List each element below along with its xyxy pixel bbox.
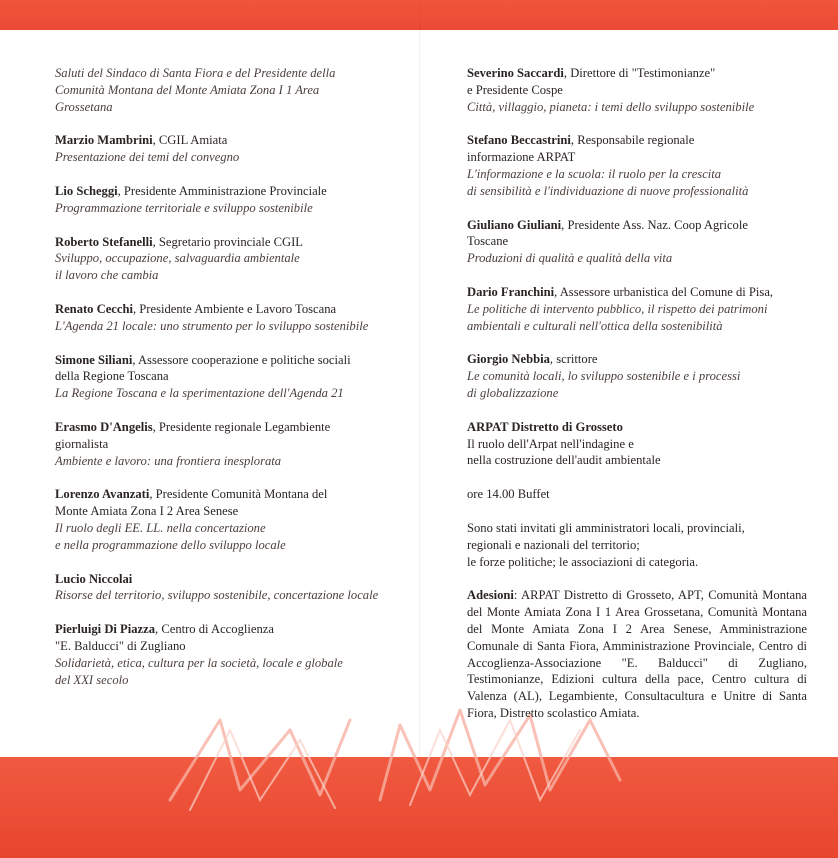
speaker-line — [467, 217, 807, 234]
speaker-line — [467, 284, 807, 301]
speaker-line — [467, 65, 807, 82]
talk-title: e nella programmazione dello sviluppo locale — [55, 537, 286, 552]
speaker-role: , Direttore di "Testimonianze" — [563, 66, 716, 80]
speaker-name: Erasmo D'Angelis — [55, 419, 153, 434]
speaker-line — [55, 132, 400, 149]
program-entry — [55, 132, 400, 166]
speaker-line — [55, 486, 400, 503]
speaker-line — [55, 183, 400, 200]
speaker-line — [55, 352, 400, 369]
talk-title: Il ruolo degli EE. LL. nella concertazione — [55, 520, 266, 535]
talk-title: Saluti del Sindaco di Santa Fiora e del Presidente della — [55, 66, 336, 80]
program-entry — [55, 419, 400, 469]
speaker-name: Stefano Beccastrini — [467, 133, 571, 148]
speaker-role-continued: Toscane — [467, 234, 509, 249]
speaker-line — [55, 419, 400, 436]
speaker-role: , scrittore — [549, 352, 598, 367]
speaker-line — [467, 419, 807, 436]
program-entry — [55, 486, 400, 553]
talk-title: Ambiente e lavoro: una frontiera inesplorata — [55, 453, 282, 468]
speaker-line — [55, 621, 400, 638]
invited-line: Sono stati invitati gli amministratori locali, provinciali, — [467, 520, 745, 535]
program-entry — [55, 352, 400, 402]
invited-note — [467, 520, 807, 570]
talk-title: ambientali e culturali nell'ottica della sostenibilità — [467, 318, 723, 333]
speaker-role: , Assessore urbanistica del Comune di Pisa, — [554, 284, 774, 299]
speaker-role: , Presidente Ambiente e Lavoro Toscana — [133, 301, 337, 316]
speaker-name: ARPAT Distretto di Grosseto — [467, 419, 623, 434]
speaker-name: Severino Saccardi — [467, 66, 564, 80]
speaker-role-continued: della Regione Toscana — [55, 369, 169, 384]
talk-title: di globalizzazione — [467, 385, 559, 400]
speaker-line — [467, 351, 807, 368]
talk-title: Risorse del territorio, sviluppo sostenibile, concertazione locale — [55, 588, 379, 603]
speaker-name: Simone Siliani — [55, 352, 133, 367]
speaker-role: , Presidente Ass. Naz. Coop Agricole — [561, 217, 748, 232]
speaker-name: Lucio Niccolai — [55, 571, 133, 586]
talk-title: del XXI secolo — [55, 672, 129, 687]
left-column — [55, 65, 400, 705]
speaker-role: , Presidente Amministrazione Provinciale — [117, 183, 327, 198]
program-entry — [55, 571, 400, 605]
speaker-role-continued: e Presidente Cospe — [467, 82, 563, 97]
talk-description: Il ruolo dell'Arpat nell'indagine e — [467, 436, 634, 451]
program-entry — [467, 217, 807, 267]
speaker-role: , Presidente Comunità Montana del — [149, 487, 328, 502]
right-column — [467, 65, 807, 739]
adesioni-label: Adesioni — [467, 588, 514, 603]
speaker-line — [467, 132, 807, 149]
talk-title: L'informazione e la scuola: il ruolo per la crescita — [467, 166, 722, 181]
program-entry — [55, 621, 400, 688]
speaker-role: , Responsabile regionale — [570, 133, 695, 148]
talk-title: Sviluppo, occupazione, salvaguardia ambientale — [55, 251, 300, 266]
speaker-role: , Presidente regionale Legambiente — [152, 419, 331, 434]
talk-title: di sensibilità e l'individuazione di nuove professionalità — [467, 183, 749, 198]
speaker-line — [55, 301, 400, 318]
program-entry — [467, 351, 807, 401]
talk-title: il lavoro che cambia — [55, 268, 159, 283]
program-entry — [467, 419, 807, 469]
program-entry — [55, 183, 400, 217]
talk-title: L'Agenda 21 locale: uno strumento per lo sviluppo sostenibile — [55, 318, 369, 333]
program-entry — [467, 65, 807, 115]
talk-title: Solidarietà, etica, cultura per la società, locale e globale — [55, 655, 343, 670]
speaker-name: Renato Cecchi — [55, 301, 133, 316]
program-entry — [55, 301, 400, 335]
talk-title: Città, villaggio, pianeta: i temi dello sviluppo sostenibile — [467, 99, 755, 114]
speaker-role: , CGIL Amiata — [152, 133, 228, 148]
adesioni-text: : ARPAT Distretto di Grosseto, APT, Comunità Montana del Monte Amiata Zona I 1 Area Grossetana, Comunità Montana del Monte Amiata Zona I 2 Area Senese, Amministrazione Comunale di Santa Fiora, Amministrazione Provinciale, Centro di Accoglienza-Associazione "E. Balducci" di Zugliano, Testimonianze, Edizioni cultura della pace, Centro cultura di Valenza (AL), Legambiente, Consultacultura e Unitre di Santa Fiora, Distretto scolastico Amiata. — [467, 588, 807, 720]
talk-description: nella costruzione dell'audit ambientale — [467, 453, 661, 468]
speaker-role-continued: giornalista — [55, 436, 109, 451]
talk-title: Grossetana — [55, 99, 113, 114]
talk-title: Produzioni di qualità e qualità della vita — [467, 251, 673, 266]
speaker-name: Giorgio Nebbia — [467, 352, 550, 367]
speaker-name: Pierluigi Di Piazza — [55, 622, 156, 637]
invited-line: le forze politiche; le associazioni di categoria. — [467, 554, 699, 569]
talk-title: Comunità Montana del Monte Amiata Zona I 1 Area — [55, 82, 320, 97]
adesioni — [467, 587, 807, 721]
speaker-role-continued: "E. Balducci" di Zugliano — [55, 638, 186, 653]
speaker-role: , Centro di Accoglienza — [155, 622, 274, 637]
speaker-role: , Segretario provinciale CGIL — [152, 234, 303, 249]
program-entry — [55, 234, 400, 284]
speaker-name: Marzio Mambrini — [55, 133, 153, 148]
speaker-name: Dario Franchini — [467, 284, 555, 299]
program-entry — [467, 132, 807, 199]
speaker-name: Lorenzo Avanzati — [55, 487, 150, 502]
speaker-name: Roberto Stefanelli — [55, 234, 153, 249]
speaker-name: Giuliano Giuliani — [467, 217, 562, 232]
program-entry — [467, 284, 807, 334]
speaker-role: , Assessore cooperazione e politiche sociali — [132, 352, 351, 367]
talk-title: La Regione Toscana e la sperimentazione dell'Agenda 21 — [55, 386, 344, 401]
program-entry — [55, 65, 400, 115]
talk-title: Presentazione dei temi del convegno — [55, 150, 240, 165]
buffet-time: ore 14.00 Buffet — [467, 487, 550, 502]
talk-title: Programmazione territoriale e sviluppo sostenibile — [55, 200, 313, 215]
speaker-line — [55, 571, 400, 588]
speaker-role-continued: informazione ARPAT — [467, 150, 576, 165]
speaker-line — [55, 234, 400, 251]
speaker-role-continued: Monte Amiata Zona I 2 Area Senese — [55, 504, 239, 519]
talk-title: Le politiche di intervento pubblico, il rispetto dei patrimoni — [467, 301, 768, 316]
speaker-name: Lio Scheggi — [55, 183, 118, 198]
talk-title: Le comunità locali, lo sviluppo sostenibile e i processi — [467, 369, 741, 384]
invited-line: regionali e nazionali del territorio; — [467, 537, 640, 552]
